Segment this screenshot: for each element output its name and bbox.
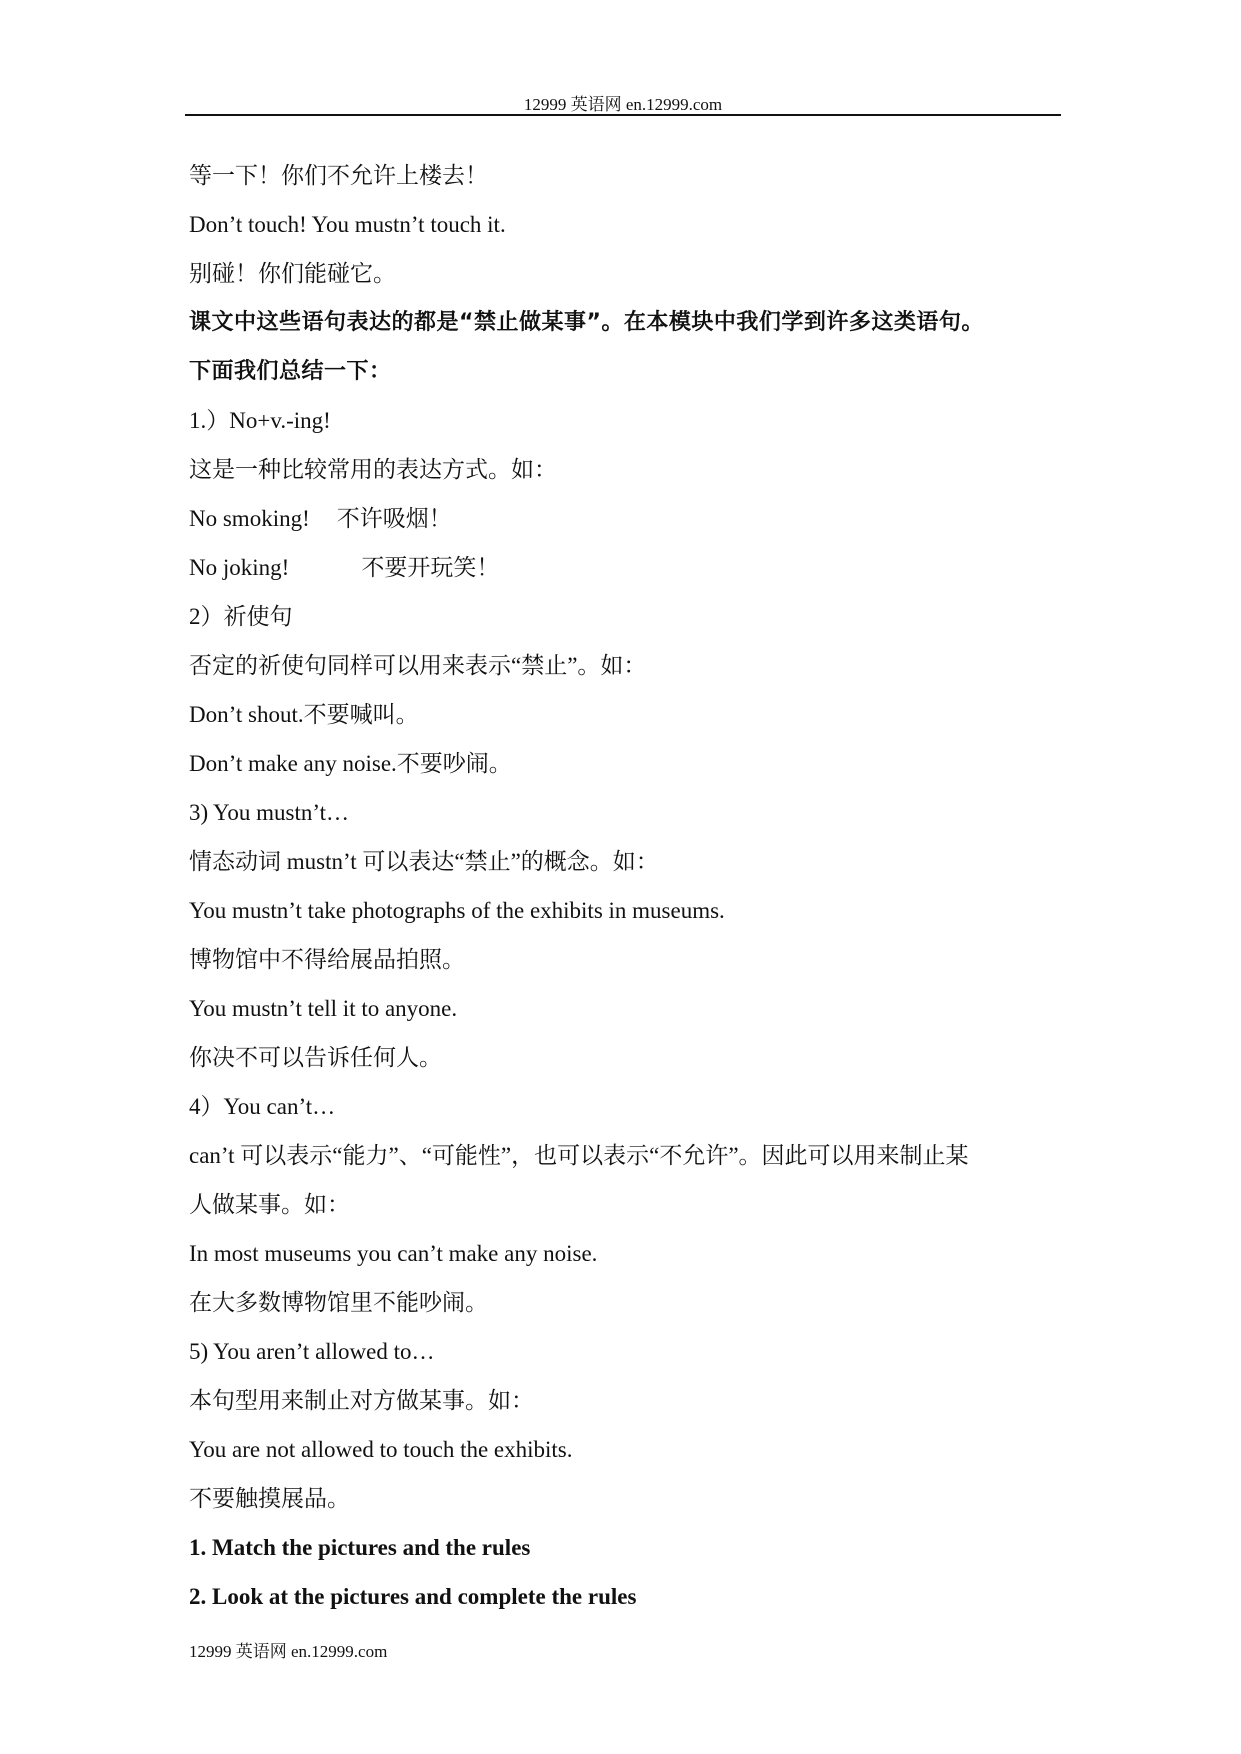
text-line: 本句型用来制止对方做某事。如： bbox=[189, 1388, 534, 1413]
text-line: You mustn’t take photographs of the exhibits in museums. bbox=[189, 898, 725, 923]
text-line: In most museums you can’t make any noise. bbox=[189, 1241, 598, 1266]
section-heading: 1.）No+v.-ing! bbox=[189, 408, 331, 433]
text-line: 在大多数博物馆里不能吵闹。 bbox=[189, 1290, 488, 1315]
text-line: 人做某事。如： bbox=[189, 1192, 350, 1217]
text-line: 博物馆中不得给展品拍照。 bbox=[189, 947, 465, 972]
example-english: No joking! bbox=[189, 555, 290, 580]
example-chinese: 不许吸烟！ bbox=[336, 506, 452, 531]
summary-heading-cont: 下面我们总结一下： bbox=[189, 359, 392, 384]
document-body bbox=[189, 156, 1069, 1626]
text-line: 情态动词 mustn’t 可以表达“禁止”的概念。如： bbox=[189, 849, 659, 874]
text-line: 否定的祈使句同样可以用来表示“禁止”。如： bbox=[189, 653, 647, 678]
text-line: Don’t touch! You mustn’t touch it. bbox=[189, 212, 506, 237]
text-line: 等一下！你们不允许上楼去！ bbox=[189, 163, 488, 188]
example-english: No smoking! bbox=[189, 506, 310, 531]
summary-heading: 课文中这些语句表达的都是“禁止做某事”。在本模块中我们学到许多这类语句。 bbox=[189, 310, 984, 335]
section-heading: 4）You can’t… bbox=[189, 1094, 336, 1119]
section-heading: 2）祈使句 bbox=[189, 604, 293, 629]
text-line: 这是一种比较常用的表达方式。如： bbox=[189, 457, 557, 482]
exercise-heading-1: 1. Match the pictures and the rules bbox=[189, 1535, 531, 1560]
page-header: 12999 英语网 en.12999.com bbox=[523, 95, 723, 114]
text-line: Don’t shout.不要喊叫。 bbox=[189, 702, 419, 727]
section-heading: 5) You aren’t allowed to… bbox=[189, 1339, 435, 1364]
text-line: 不要触摸展品。 bbox=[189, 1486, 350, 1511]
section-heading: 3) You mustn’t… bbox=[189, 800, 349, 825]
text-line: You mustn’t tell it to anyone. bbox=[189, 996, 458, 1021]
text-line: 你决不可以告诉任何人。 bbox=[189, 1045, 442, 1070]
exercise-heading-2: 2. Look at the pictures and complete the rules bbox=[189, 1584, 637, 1609]
text-line: can’t 可以表示“能力”、“可能性”，也可以表示“不允许”。因此可以用来制止某 bbox=[189, 1143, 969, 1168]
example-line bbox=[189, 499, 1069, 548]
header-divider bbox=[185, 114, 1061, 116]
text-line: Don’t make any noise.不要吵闹。 bbox=[189, 751, 512, 776]
example-chinese: 不要开玩笑！ bbox=[361, 555, 500, 580]
page-footer: 12999 英语网 en.12999.com bbox=[189, 1642, 388, 1661]
text-line: 别碰！你们能碰它。 bbox=[189, 261, 396, 286]
text-line: You are not allowed to touch the exhibits. bbox=[189, 1437, 573, 1462]
example-line bbox=[189, 548, 1069, 597]
